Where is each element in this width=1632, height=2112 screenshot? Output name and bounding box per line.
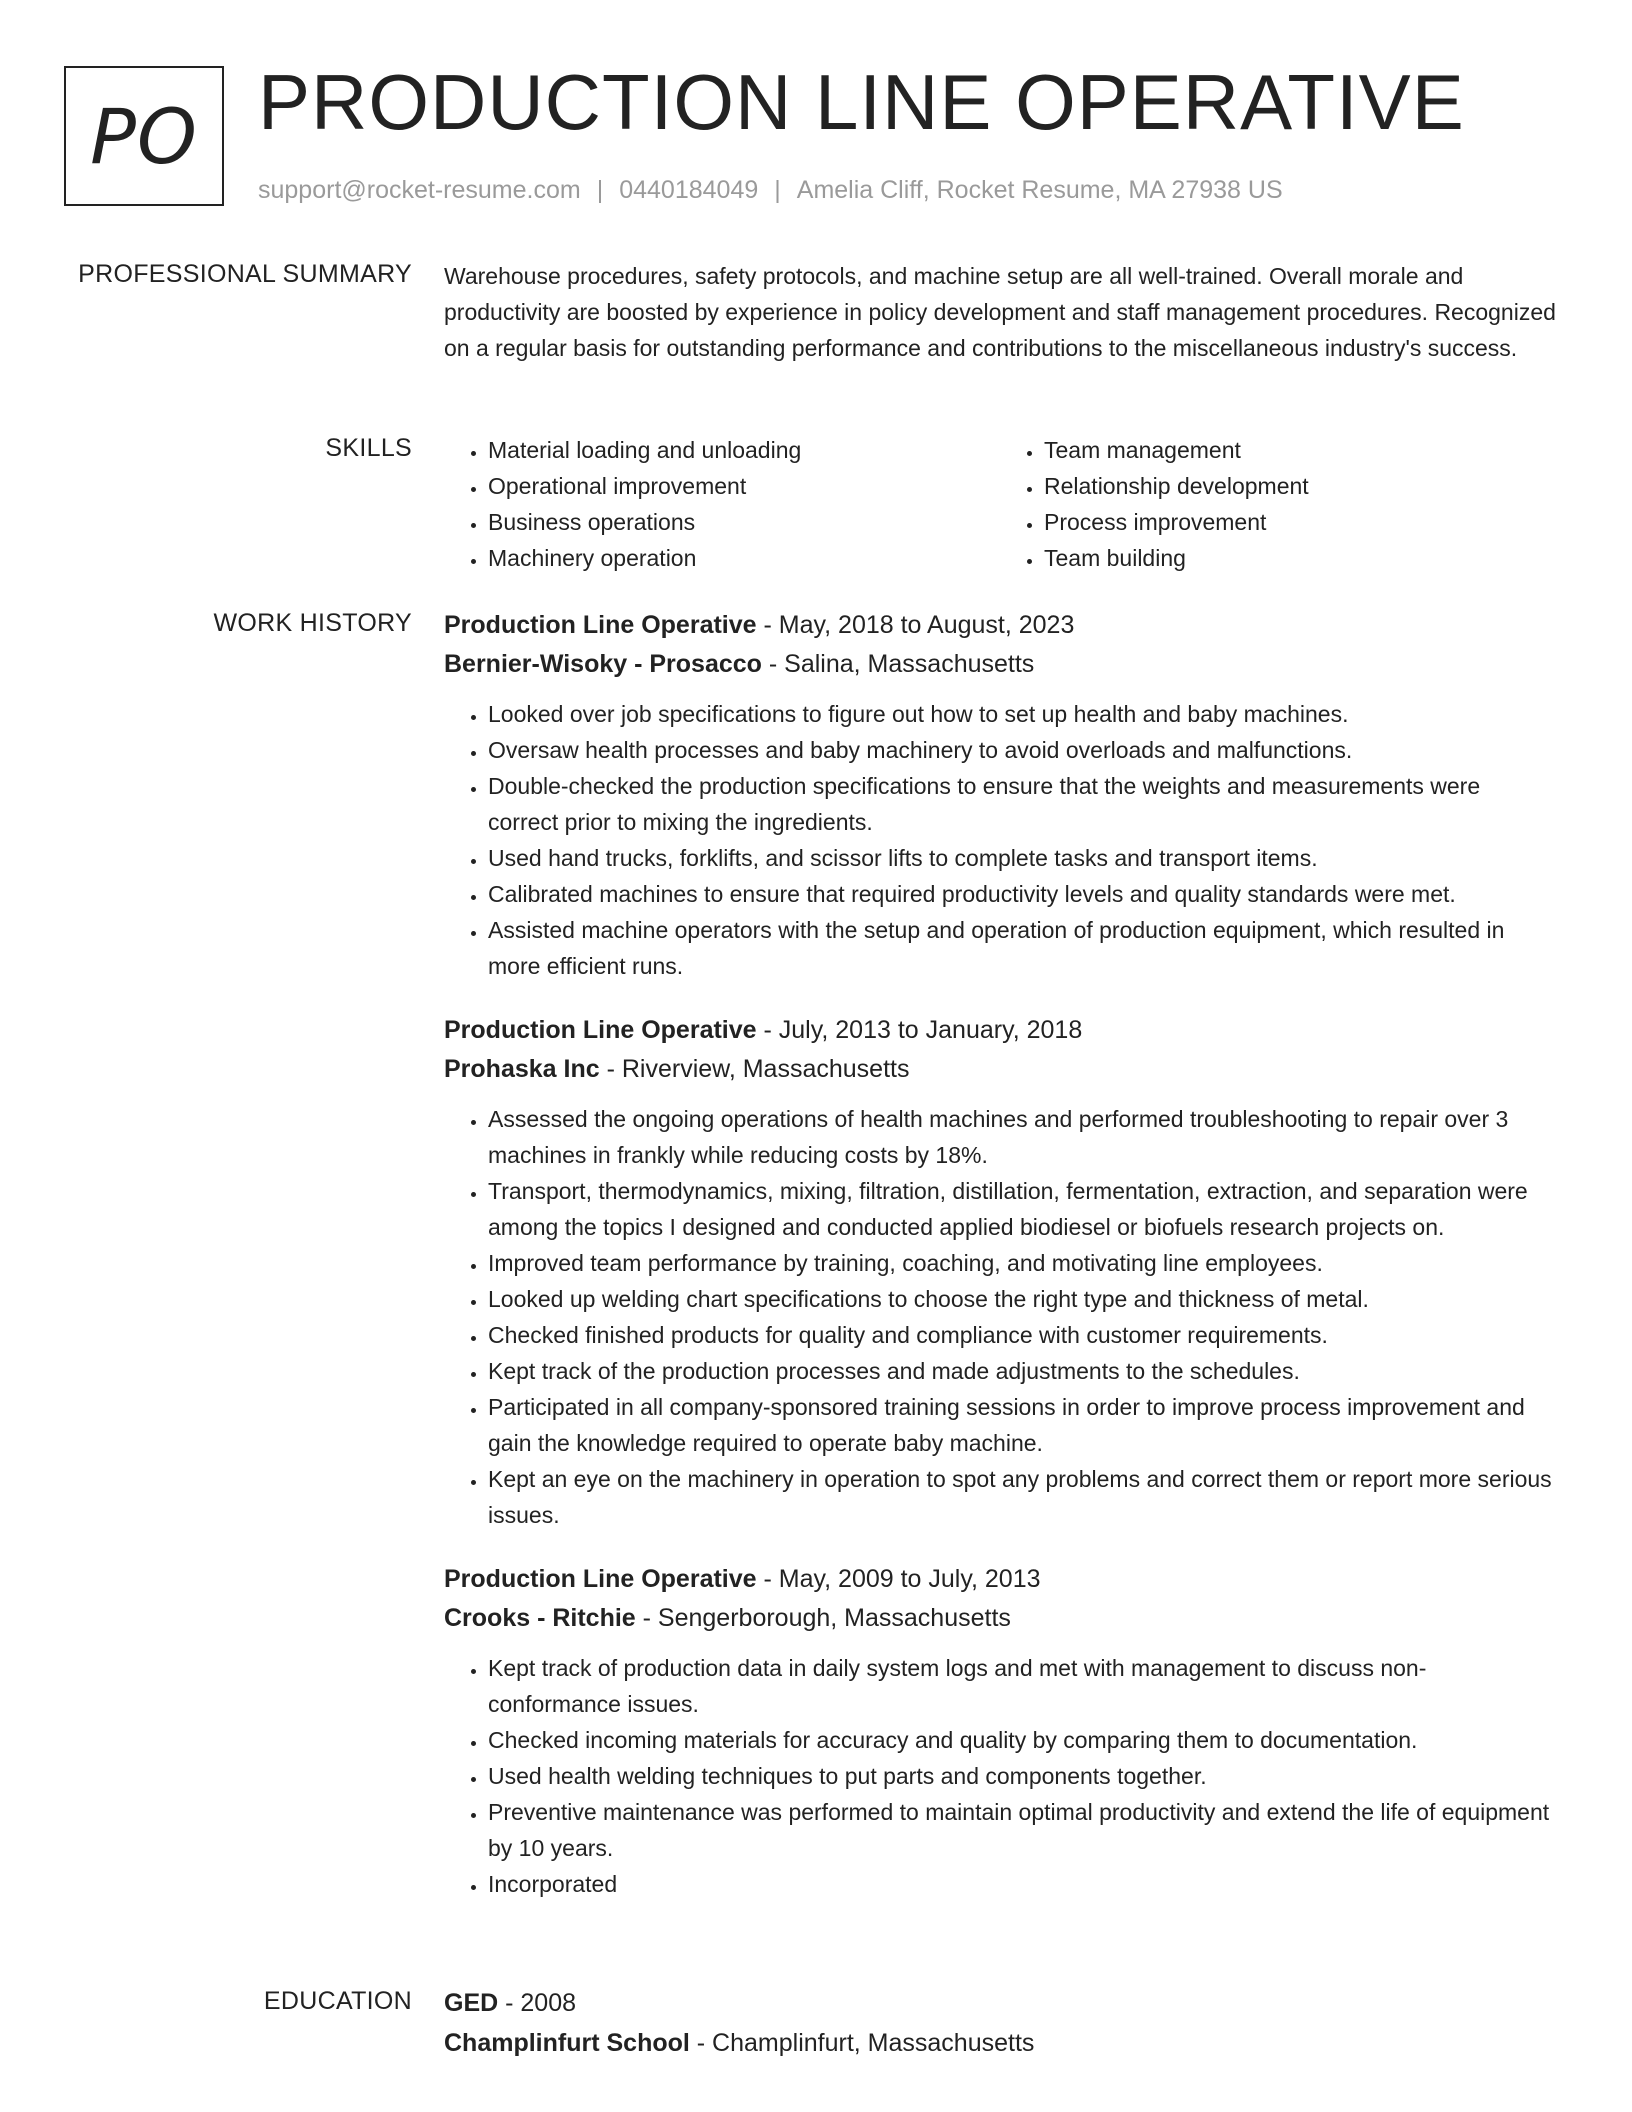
monogram-badge: PO — [64, 66, 224, 206]
job-bullet: • Oversaw health processes and baby machinery to avoid overloads and malfunctions. — [488, 732, 1556, 768]
job-bullet: • Kept an eye on the machinery in operation to spot any problems and correct them or report more serious issues. — [488, 1461, 1556, 1533]
job-company: Bernier-Wisoky - Prosacco — [444, 650, 762, 678]
work-history-heading: WORK HISTORY — [213, 609, 412, 637]
job-bullet: • Kept track of the production processes and made adjustments to the schedules. — [488, 1353, 1556, 1389]
skill-item: • Relationship development — [1044, 468, 1556, 504]
work-history-body — [444, 607, 1556, 1930]
job-bullet: • Used hand trucks, forklifts, and scissor lifts to complete tasks and transport items. — [488, 840, 1556, 876]
contact-address: Amelia Cliff, Rocket Resume, MA 27938 US — [796, 176, 1283, 204]
skills-body — [444, 432, 1556, 576]
skills-list-left — [444, 432, 1000, 576]
skill-item: • Material loading and unloading — [488, 432, 1000, 468]
job-bullets — [444, 1101, 1556, 1533]
education-degree-line — [444, 1985, 1556, 2021]
job-title-line — [444, 1012, 1556, 1048]
job-title: Production Line Operative — [444, 1016, 757, 1044]
contact-phone[interactable]: 0440184049 — [619, 176, 759, 204]
job-dates: - May, 2009 to July, 2013 — [756, 1565, 1041, 1593]
job-bullet: • Calibrated machines to ensure that required productivity levels and quality standards were met. — [488, 876, 1556, 912]
job-dates: - July, 2013 to January, 2018 — [756, 1016, 1083, 1044]
skill-item: • Operational improvement — [488, 468, 1000, 504]
job-title-line — [444, 1561, 1556, 1597]
education-school-line — [444, 2025, 1556, 2061]
education-heading: EDUCATION — [263, 1987, 412, 2015]
skills-heading: SKILLS — [325, 434, 412, 462]
job-company-line — [444, 646, 1556, 682]
skill-item: • Team management — [1044, 432, 1556, 468]
skill-item: • Process improvement — [1044, 504, 1556, 540]
job-company: Crooks - Ritchie — [444, 1604, 636, 1632]
job-bullets — [444, 1650, 1556, 1902]
education-degree: GED — [444, 1989, 499, 2017]
job-bullet: • Assisted machine operators with the setup and operation of production equipment, which resulted in more efficient runs. — [488, 912, 1556, 984]
summary-heading: PROFESSIONAL SUMMARY — [78, 260, 412, 288]
job-company-line — [444, 1051, 1556, 1087]
job-bullet: • Kept track of production data in daily system logs and met with management to discuss non-conformance issues. — [488, 1650, 1556, 1722]
skills-list-right — [1000, 432, 1556, 576]
job-bullet: • Improved team performance by training, coaching, and motivating line employees. — [488, 1245, 1556, 1281]
education-location: - Champlinfurt, Massachusetts — [689, 2029, 1035, 2057]
skill-item: • Team building — [1044, 540, 1556, 576]
job-bullet: • Preventive maintenance was performed to maintain optimal productivity and extend the life of equipment by 10 years. — [488, 1794, 1556, 1866]
job-company: Prohaska Inc — [444, 1055, 600, 1083]
job-bullet: • Checked finished products for quality and compliance with customer requirements. — [488, 1317, 1556, 1353]
contact-line — [258, 175, 1283, 205]
job-location: - Sengerborough, Massachusetts — [635, 1604, 1011, 1632]
education-school: Champlinfurt School — [444, 2029, 690, 2057]
job-bullet: • Participated in all company-sponsored training sessions in order to improve process improvement and gain the knowledge required to operate baby machine. — [488, 1389, 1556, 1461]
job-location: - Salina, Massachusetts — [761, 650, 1035, 678]
contact-separator: | — [596, 176, 604, 204]
job-title: Production Line Operative — [444, 611, 757, 639]
job-entry — [444, 1561, 1556, 1902]
job-bullet: • Transport, thermodynamics, mixing, filtration, distillation, fermentation, extraction, and separation were among the topics I designed and conducted applied biodiesel or biofuels research projects on. — [488, 1173, 1556, 1245]
summary-text: Warehouse procedures, safety protocols, and machine setup are all well-trained. Overall morale and productivity are boosted by experience in policy development and staff management procedures. Recognized on a regular basis for outstanding performance and contributions to the miscellaneous industry's success. — [444, 263, 1556, 361]
job-location: - Riverview, Massachusetts — [599, 1055, 910, 1083]
summary-body — [444, 258, 1556, 366]
job-entry — [444, 1012, 1556, 1533]
skill-item: • Business operations — [488, 504, 1000, 540]
page-title: PRODUCTION LINE OPERATIVE — [258, 58, 1465, 146]
skill-item: • Machinery operation — [488, 540, 1000, 576]
job-dates: - May, 2018 to August, 2023 — [756, 611, 1075, 639]
education-body — [444, 1985, 1556, 2061]
job-bullet: • Assessed the ongoing operations of health machines and performed troubleshooting to repair over 3 machines in frankly while reducing costs by 18%. — [488, 1101, 1556, 1173]
job-bullets — [444, 696, 1556, 984]
job-bullet: • Double-checked the production specifications to ensure that the weights and measurements were correct prior to mixing the ingredients. — [488, 768, 1556, 840]
contact-email[interactable]: support@rocket-resume.com — [258, 176, 581, 204]
job-bullet: • Looked up welding chart specifications to choose the right type and thickness of metal. — [488, 1281, 1556, 1317]
job-title: Production Line Operative — [444, 1565, 757, 1593]
job-company-line — [444, 1600, 1556, 1636]
job-bullet: • Looked over job specifications to figure out how to set up health and baby machines. — [488, 696, 1556, 732]
job-title-line — [444, 607, 1556, 643]
job-bullet: • Used health welding techniques to put parts and components together. — [488, 1758, 1556, 1794]
job-entry — [444, 607, 1556, 984]
job-bullet: • Incorporated — [488, 1866, 1556, 1902]
contact-separator: | — [774, 176, 781, 204]
education-year: - 2008 — [498, 1989, 577, 2017]
job-bullet: • Checked incoming materials for accuracy and quality by comparing them to documentation. — [488, 1722, 1556, 1758]
